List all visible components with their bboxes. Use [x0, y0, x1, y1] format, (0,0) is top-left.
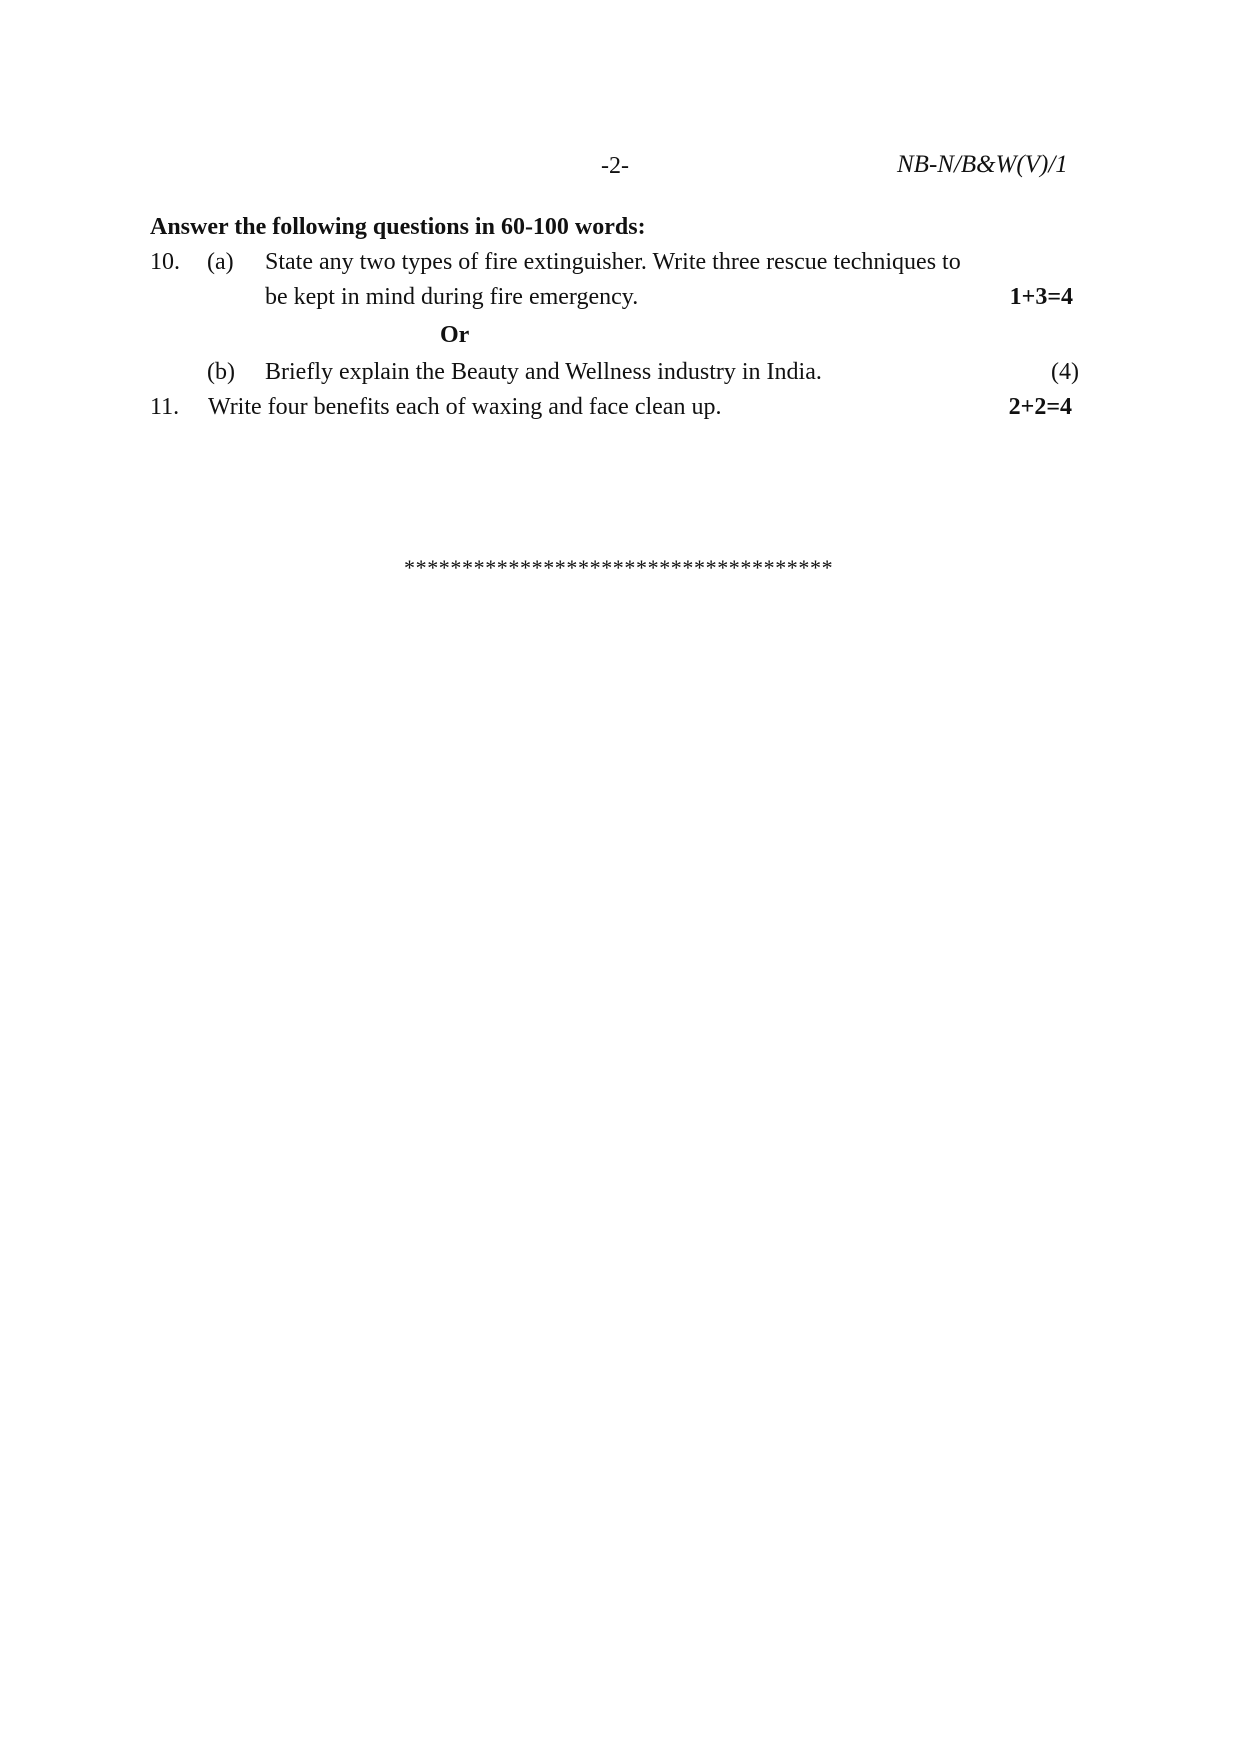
question-10b-text: Briefly explain the Beauty and Wellness industry in India. [265, 359, 822, 385]
question-10a-text-line-1: State any two types of fire extinguisher. Write three rescue techniques to [265, 249, 961, 275]
question-number-10: 10. [150, 249, 180, 275]
question-11-text: Write four benefits each of waxing and face clean up. [208, 394, 722, 420]
end-of-paper-marker: ************************************* [404, 555, 834, 580]
question-10a-text-line-2: be kept in mind during fire emergency. [265, 284, 639, 310]
page-number: -2- [601, 153, 629, 179]
question-10a-marks: 1+3=4 [1009, 284, 1073, 310]
paper-code: NB-N/B&W(V)/1 [897, 151, 1068, 178]
question-11-marks: 2+2=4 [1008, 394, 1072, 420]
or-separator: Or [440, 322, 470, 348]
question-10b-marks: (4) [1051, 359, 1079, 385]
question-10b-label: (b) [207, 359, 235, 385]
question-number-11: 11. [150, 394, 180, 420]
section-instruction: Answer the following questions in 60-100 words: [150, 214, 646, 240]
question-10a-label: (a) [207, 249, 234, 275]
